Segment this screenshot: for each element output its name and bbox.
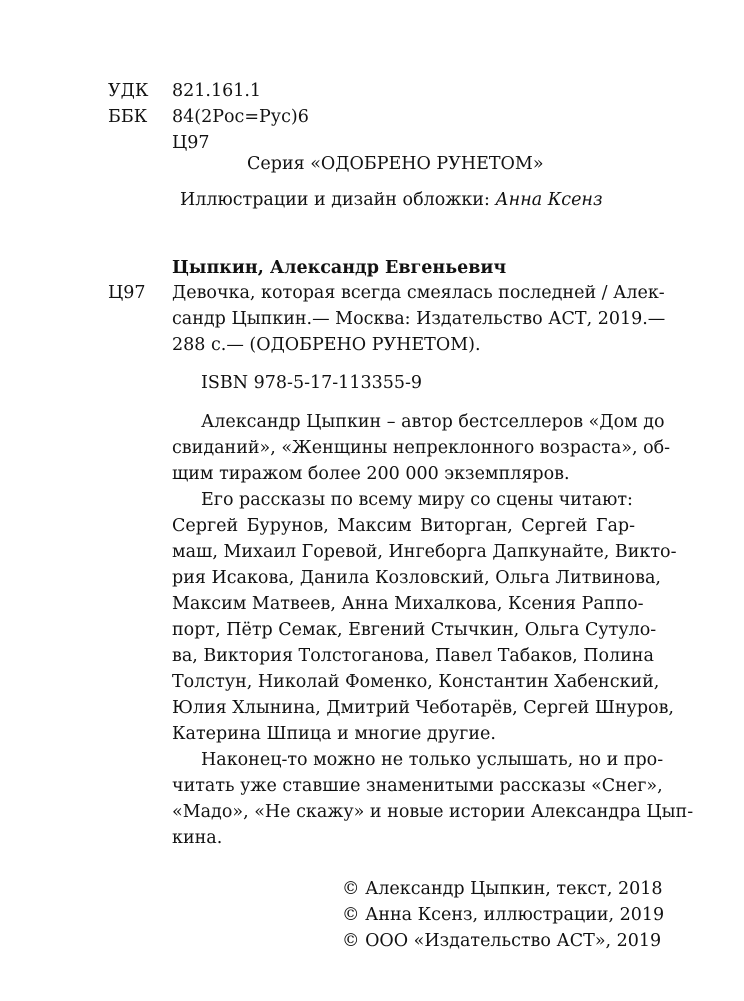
annotation-line: Толстун, Николай Фоменко, Константин Хабенский, bbox=[172, 672, 660, 692]
annotation-line: порт, Пётр Семак, Евгений Стычкин, Ольга Сутуло- bbox=[172, 620, 657, 640]
annotation-line: маш, Михаил Горевой, Ингеборга Дапкунайте, Викто- bbox=[172, 542, 677, 562]
annotation-line: свиданий», «Женщины непреклонного возраста», об- bbox=[172, 438, 671, 458]
annotation-line: Наконец-то можно не только услышать, но и про- bbox=[201, 750, 664, 770]
annotation-line: Юлия Хлынина, Дмитрий Чеботарёв, Сергей Шнуров, bbox=[172, 698, 674, 718]
illustrations-artist: Анна Ксенз bbox=[495, 190, 603, 210]
annotation-line: ва, Виктория Толстоганова, Павел Табаков, Полина bbox=[172, 646, 654, 666]
copyright-line: © Анна Ксенз, иллюстрации, 2019 bbox=[342, 905, 665, 925]
author-mark: Ц97 bbox=[172, 133, 210, 153]
annotation-line: «Мадо», «Не скажу» и новые истории Александра Цып- bbox=[172, 802, 694, 822]
annotation-line: щим тиражом более 200 000 экземпляров. bbox=[172, 464, 570, 484]
description-line: Девочка, которая всегда смеялась последней / Алек- bbox=[172, 283, 665, 303]
annotation-line: читать уже ставшие знаменитыми рассказы «Снег», bbox=[172, 776, 663, 796]
description-line: 288 с.— (ОДОБРЕНО РУНЕТОМ). bbox=[172, 335, 481, 355]
illustrations-credit bbox=[180, 187, 603, 213]
illustrations-label: Иллюстрации и дизайн обложки: bbox=[180, 190, 496, 210]
record-mark: Ц97 bbox=[108, 283, 146, 303]
annotation-line: рия Исакова, Данила Козловский, Ольга Литвинова, bbox=[172, 568, 661, 588]
udk-label: УДК bbox=[108, 81, 149, 101]
annotation-line: кина. bbox=[172, 828, 223, 848]
bbk-value: 84(2Рос=Рус)6 bbox=[172, 107, 309, 127]
udk-value: 821.161.1 bbox=[172, 81, 262, 101]
bbk-label: ББК bbox=[108, 107, 148, 127]
copyright-line: © ООО «Издательство АСТ», 2019 bbox=[342, 931, 662, 951]
annotation-line: Катерина Шпица и многие другие. bbox=[172, 724, 496, 744]
annotation-line: Его рассказы по всему миру со сцены читают: bbox=[201, 490, 633, 510]
annotation-line: Александр Цыпкин – автор бестселлеров «Дом до bbox=[201, 412, 665, 432]
isbn: ISBN 978-5-17-113355-9 bbox=[201, 373, 423, 393]
description-line: сандр Цыпкин.— Москва: Издательство АСТ, 2019.— bbox=[172, 309, 666, 329]
series-title: Серия «ОДОБРЕНО РУНЕТОМ» bbox=[247, 154, 544, 174]
annotation-line: Сергей Бурунов, Максим Виторган, Сергей Гар- bbox=[172, 516, 635, 536]
copyright-line: © Александр Цыпкин, текст, 2018 bbox=[342, 879, 663, 899]
annotation-line: Максим Матвеев, Анна Михалкова, Ксения Раппо- bbox=[172, 594, 644, 614]
author-heading: Цыпкин, Александр Евгеньевич bbox=[172, 258, 507, 278]
